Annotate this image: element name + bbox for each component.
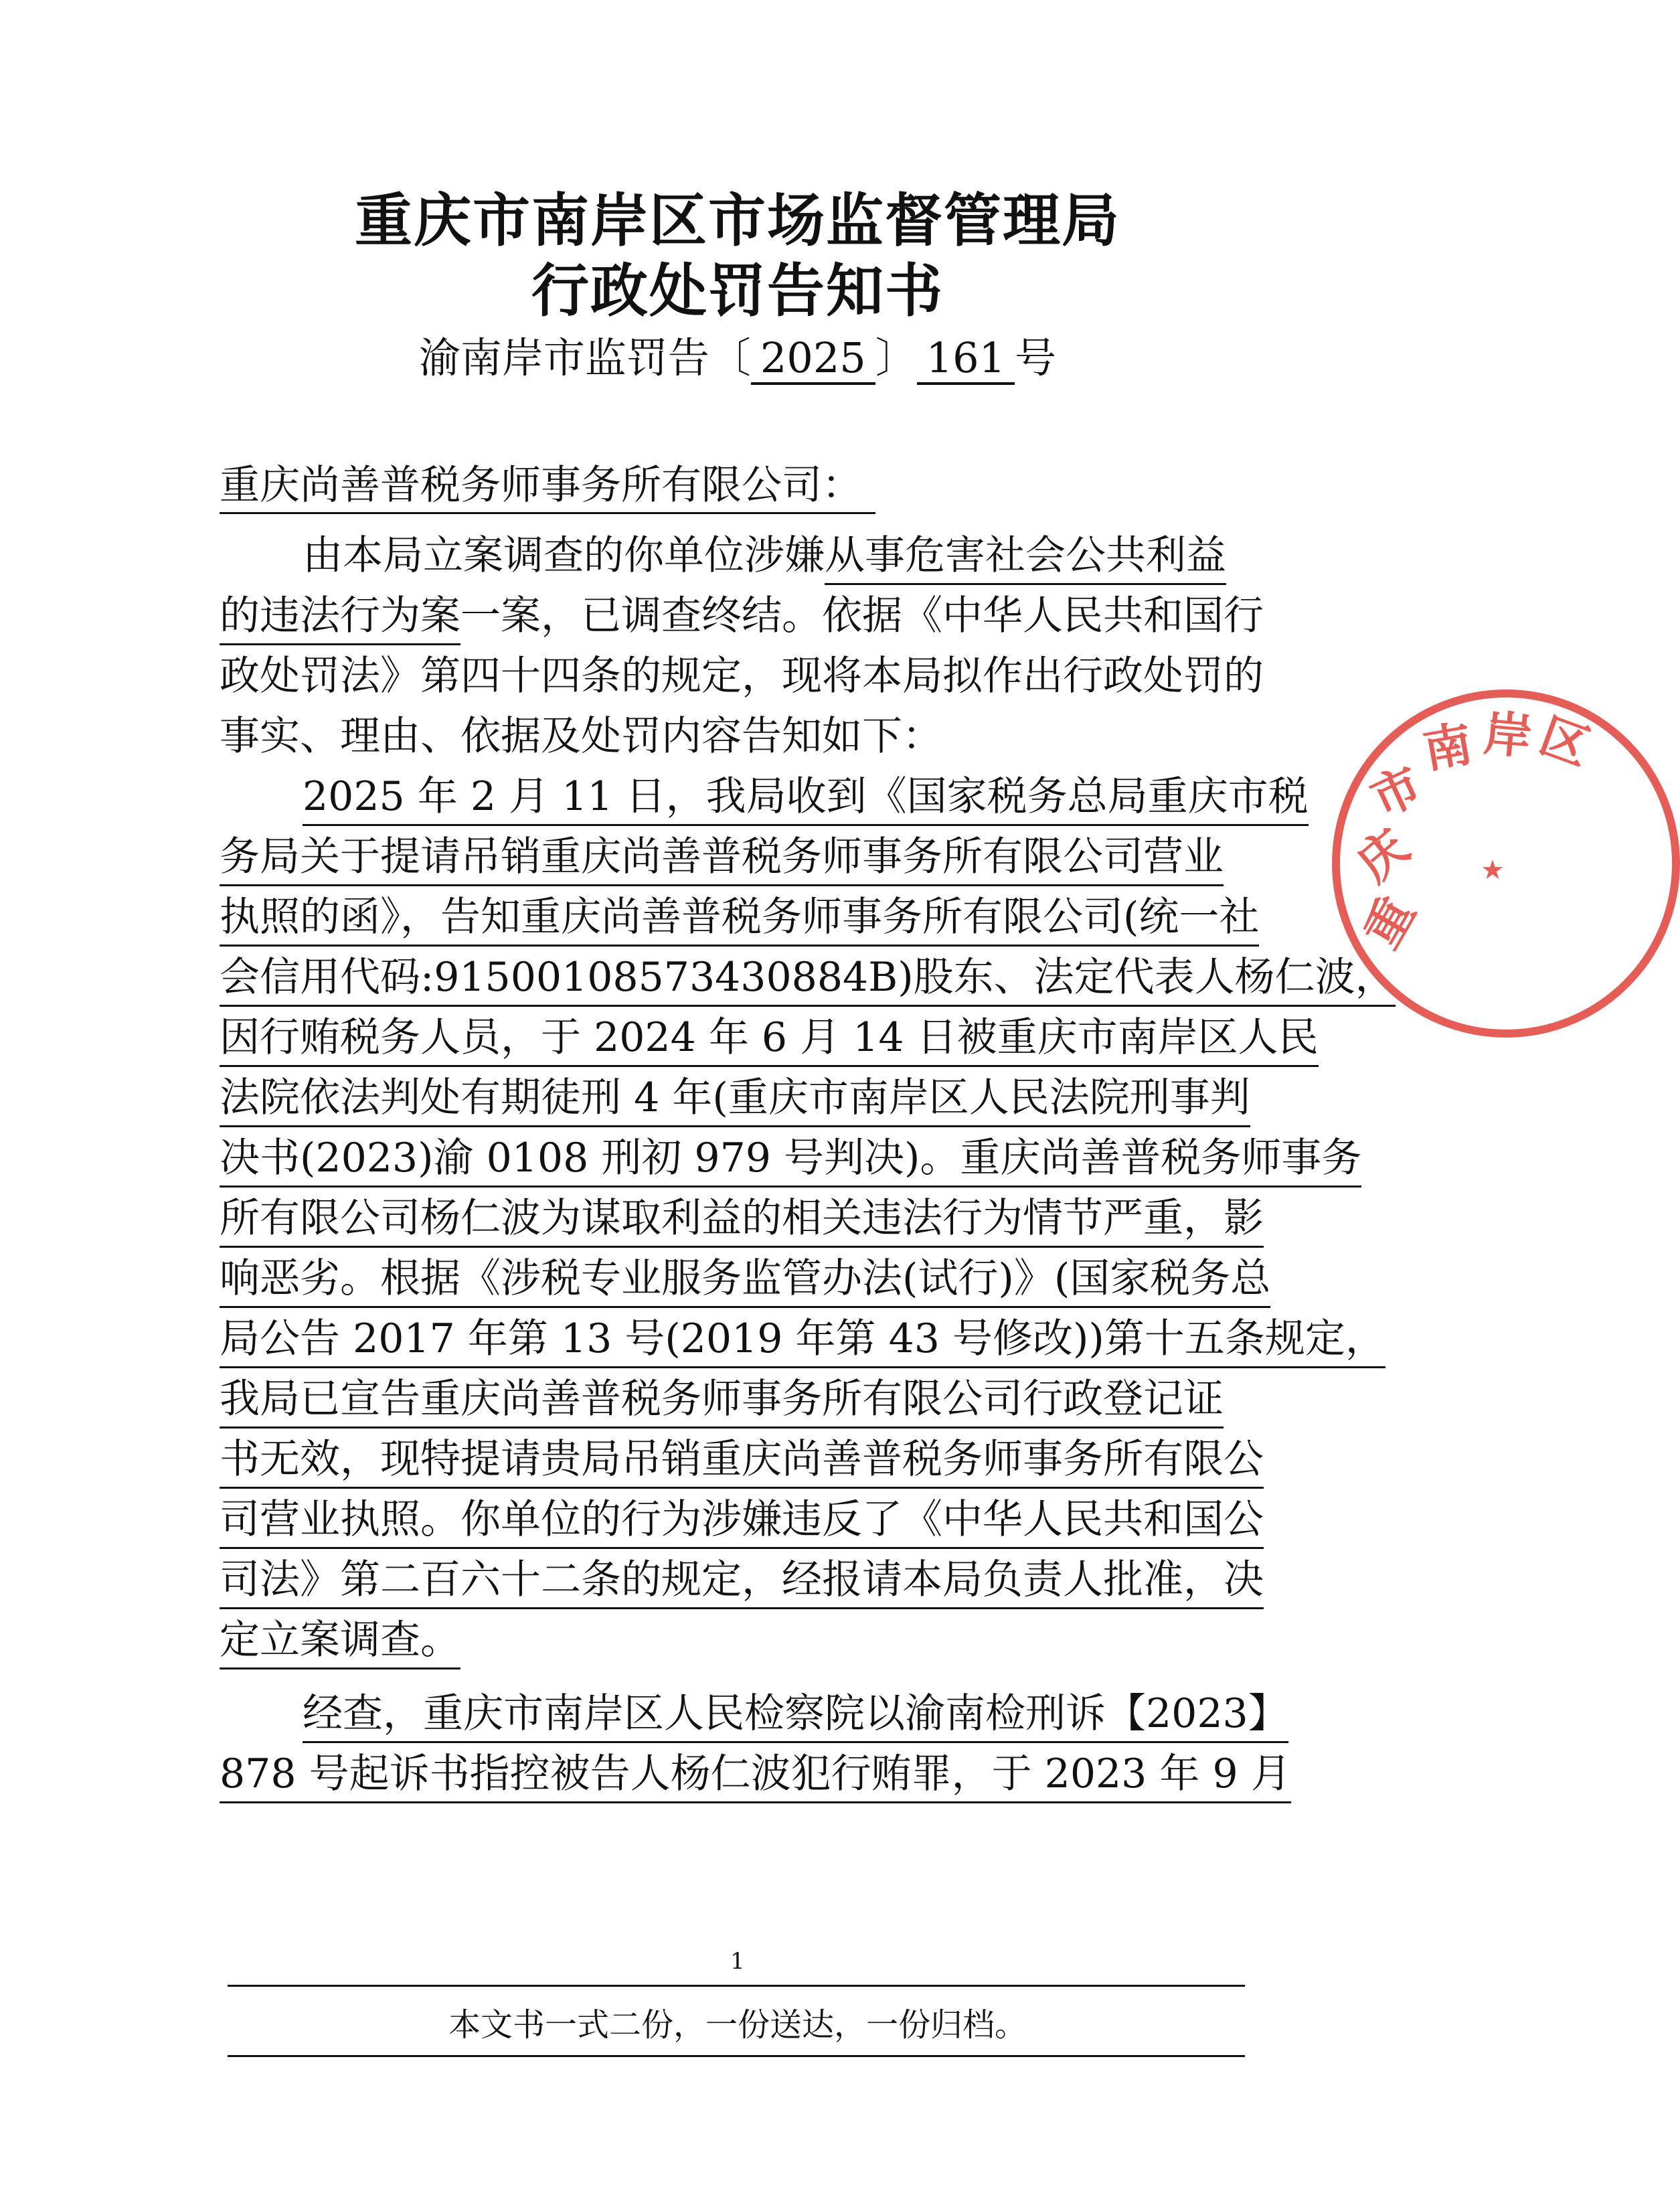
paragraph2-line: 法院依法判处有期徒刑 4 年(重庆市南岸区人民法院刑事判	[220, 1071, 1256, 1125]
seal-char: 庆	[1346, 818, 1420, 893]
paragraph2-line: 执照的函》，告知重庆尚善普税务师事务所有限公司(统一社	[220, 890, 1256, 944]
paragraph1-line2-text: 一案，已调查终结。依据《中华人民共和国行	[460, 592, 1264, 639]
seal-char: 市	[1362, 756, 1430, 828]
paragraph1-line	[220, 529, 1339, 582]
footer-divider-bottom	[228, 2055, 1245, 2057]
doc-number-mid: 〕	[875, 333, 917, 382]
doc-number-year: 2025	[751, 333, 875, 385]
paragraph2-line: 响恶劣。根据《涉税专业服务监管办法(试行)》(国家税务总	[220, 1252, 1256, 1305]
paragraph2-line: 因行贿税务人员，于 2024 年 6 月 14 日被重庆市南岸区人民	[220, 1011, 1256, 1064]
doc-number-prefix: 渝南岸市监罚告〔	[418, 333, 751, 382]
paragraph3-line: 经查，重庆市南岸区人民检察院以渝南检刑诉【2023】	[220, 1687, 1339, 1740]
paragraph2-line: 书无效，现特提请贵局吊销重庆尚善普税务师事务所有限公	[220, 1433, 1256, 1486]
recipient-name: 重庆尚善普税务师事务所有限公司：	[220, 459, 875, 514]
seal-char: 重	[1353, 887, 1426, 958]
doc-number-suffix: 号	[1015, 333, 1057, 382]
paragraph2-line: 务局关于提请吊销重庆尚善普税务师事务所有限公司营业	[220, 830, 1256, 884]
paragraph2-line: 定立案调查。	[220, 1613, 1256, 1667]
official-seal	[1332, 689, 1680, 1038]
paragraph1-line1-text: 由本局立案调查的你单位涉嫌	[303, 532, 825, 579]
paragraph1-line	[220, 589, 1264, 643]
paragraph2-line: 局公告 2017 年第 13 号(2019 年第 43 号修改))第十五条规定，	[220, 1312, 1256, 1366]
doc-number-no: 161	[917, 333, 1015, 385]
seal-char: 南	[1419, 715, 1477, 779]
paragraph1-line1-underlined: 从事危害社会公共利益	[825, 532, 1226, 585]
document-subtitle: 行政处罚告知书	[531, 258, 944, 325]
paragraph1-line: 政处罚法》第四十四条的规定，现将本局拟作出行政处罚的	[220, 653, 1264, 700]
seal-char: 岸	[1481, 705, 1535, 765]
document-number	[0, 328, 1475, 388]
footer-note: 本文书一式二份，一份送达，一份归档。	[448, 2006, 1027, 2044]
paragraph2-line: 司营业执照。你单位的行为涉嫌违反了《中华人民共和国公	[220, 1493, 1256, 1546]
paragraph2-line: 我局已宣告重庆尚善普税务师事务所有限公司行政登记证	[220, 1372, 1256, 1426]
paragraph3-line: 878 号起诉书指控被告人杨仁波犯行贿罪，于 2023 年 9 月	[220, 1747, 1256, 1801]
paragraph2-line: 所有限公司杨仁波为谋取利益的相关违法行为情节严重，影	[220, 1192, 1256, 1245]
paragraph2-line: 决书(2023)渝 0108 刑初 979 号判决)。重庆尚善普税务师事务	[220, 1131, 1256, 1185]
page-number: 1	[730, 1948, 745, 1975]
footer-divider-top	[228, 1985, 1245, 1987]
paragraph2-line: 会信用代码:91500108573430884B)股东、法定代表人杨仁波，	[220, 951, 1256, 1004]
paragraph1-line2-underlined: 的违法行为案	[220, 592, 460, 645]
paragraph2-line: 司法》第二百六十二条的规定，经报请本局负责人批准，决	[220, 1553, 1256, 1607]
document-title: 重庆市南岸区市场监督管理局	[355, 187, 1120, 254]
paragraph1-line: 事实、理由、依据及处罚内容告知如下：	[220, 713, 942, 760]
paragraph2-line: 2025 年 2 月 11 日，我局收到《国家税务总局重庆市税	[220, 770, 1339, 823]
seal-char: 区	[1532, 707, 1598, 776]
seal-star-icon: ★	[1481, 855, 1505, 886]
